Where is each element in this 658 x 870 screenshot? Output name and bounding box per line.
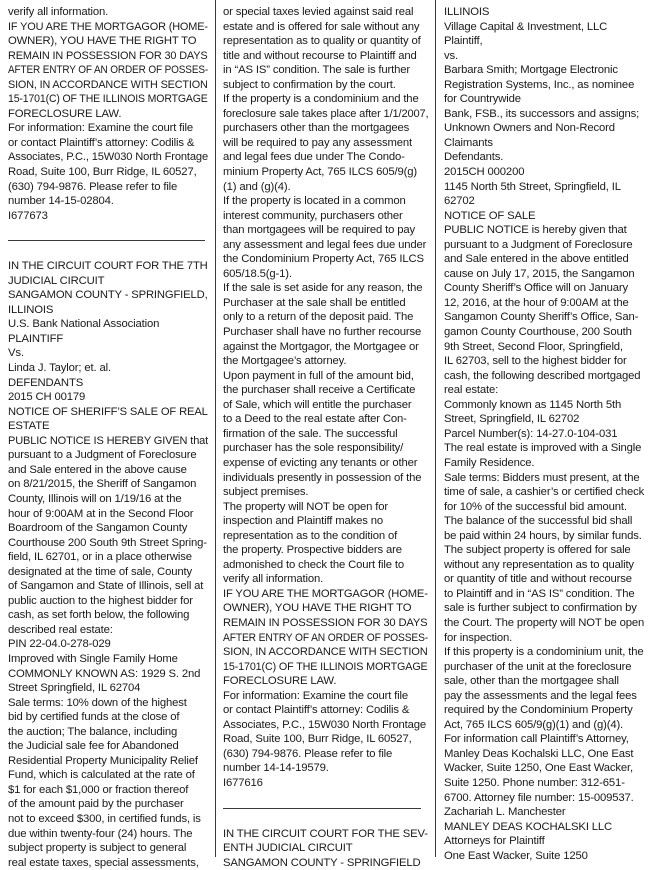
notice-text-line: admonished to check the Court file to xyxy=(223,558,404,571)
notice-text-line: If the sale is set aside for any reason, the xyxy=(223,282,423,295)
notice-text-line: Fund, which is calculated at the rate of xyxy=(8,769,195,782)
notice-text-line: Sale terms: 10% down of the highest xyxy=(8,696,187,709)
notice-text-line: The real estate is improved with a Single xyxy=(444,442,642,455)
notice-text-line: Upon payment in full of the amount bid, xyxy=(223,369,414,382)
notice-text-line: the property. Prospective bidders are xyxy=(223,544,402,557)
notice-text-line: Associates, P.C., 15W030 North Frontage xyxy=(8,151,209,164)
column-2 xyxy=(223,5,428,870)
notice-text-line: of the amount paid by the purchaser xyxy=(8,798,184,811)
notice-text-line: sale, other than the mortgagee shall xyxy=(444,675,619,688)
notice-text-line: The property will NOT be open for xyxy=(223,500,388,513)
notice-block xyxy=(8,5,208,223)
notice-text-line: only to a return of the deposit paid. The xyxy=(223,311,414,324)
notice-block xyxy=(444,5,652,863)
notice-text-line: If this property is a condominium unit, the xyxy=(444,646,644,659)
notice-text-line: Attorneys for Plaintiff xyxy=(444,835,545,848)
notice-text-line: foreclosure sale takes place after 1/1/2007, xyxy=(223,107,429,120)
notice-text-line: subject property is subject to general xyxy=(8,842,187,855)
notice-text-line: Associates, P.C., 15W030 North Frontage xyxy=(223,718,427,731)
notice-text-line: FORECLOSURE LAW. xyxy=(8,107,122,120)
notice-text-line: individuals presently in possession of the xyxy=(223,471,422,484)
notice-text-line: will be required to pay any assessment xyxy=(223,136,412,149)
notice-block xyxy=(223,827,428,870)
notice-text-line: Vs. xyxy=(8,347,24,360)
notice-text-line: designated at the time of sale, County xyxy=(8,565,192,578)
notice-text-line: the Condominium Property Act, 765 ILCS xyxy=(223,253,424,266)
notice-text-line: 6700. Attorney file number: 15-009537. xyxy=(444,791,634,804)
notice-text-line: IF YOU ARE THE MORTGAGOR (HOME- xyxy=(8,20,208,33)
column-divider xyxy=(435,0,436,857)
notice-text-line: Bank, FSB., its successors and assigns; xyxy=(444,107,640,120)
notice-text-line: If the property is located in a common xyxy=(223,195,406,208)
notice-text-line: Family Residence. xyxy=(444,456,535,469)
notice-text-line: verify all information. xyxy=(223,573,324,586)
notice-text-line: against the Mortgagor, the Mortgagee or xyxy=(223,340,419,353)
notice-text-line: Residential Property Municipality Relief xyxy=(8,754,198,767)
notice-text-line: bid by certified funds at the close of xyxy=(8,711,180,724)
notice-text-line: without any representation as to quality xyxy=(444,558,634,571)
notice-text-line: Claimants xyxy=(444,136,493,149)
notice-text-line: Defendants. xyxy=(444,151,504,164)
notice-text-line: Wacker, Suite 1250, One East Wacker, xyxy=(444,762,634,775)
notice-text-line: cash, the following described mortgaged xyxy=(444,369,641,382)
notice-text-line: described real estate: xyxy=(8,623,113,636)
notice-text-line: and legal fees due under The Condo- xyxy=(223,151,405,164)
notice-text-line: and Sale entered in the above entitled xyxy=(444,253,629,266)
notice-text-line: subject to confirmation by the court. xyxy=(223,78,396,91)
notice-text-line: for 10% of the successful bid amount. xyxy=(444,500,627,513)
notice-text-line: firmation of the sale. The successful xyxy=(223,427,398,440)
notice-text-line: Boardroom of the Sangamon County xyxy=(8,522,188,535)
notice-text-line: minium Property Act, 765 ILCS 605/9(g) xyxy=(223,166,417,179)
notice-text-line: 12, 2016, at the hour of 9:00AM at the xyxy=(444,296,629,309)
notice-text-line: Registration Systems, Inc., as nominee xyxy=(444,78,635,91)
notice-text-line: real estate taxes, special assessments, xyxy=(8,856,199,869)
notice-text-line: 15-1701(C) OF THE ILLINOIS MORTGAGE xyxy=(223,660,428,673)
notice-text-line: vs. xyxy=(444,49,458,62)
notice-text-line: representation as to quality or quantity of xyxy=(223,35,421,48)
notice-text-line: in “AS IS” condition. The sale is further xyxy=(223,64,411,77)
notice-text-line: Village Capital & Investment, LLC xyxy=(444,20,608,33)
notice-text-line: AFTER ENTRY OF AN ORDER OF POSSES- xyxy=(8,64,209,77)
notice-text-line: inspection and Plaintiff makes no xyxy=(223,515,384,528)
notice-text-line: SION, IN ACCORDANCE WITH SECTION xyxy=(8,78,208,91)
notice-text-line: sale is further subject to confirmation by xyxy=(444,602,637,615)
notice-text-line: of Sale, which will entitle the purchaser xyxy=(223,398,412,411)
notice-text-line: Manley Deas Kochalski LLC, One East xyxy=(444,747,634,760)
notice-text-line: expense of evicting any tenants or other xyxy=(223,456,418,469)
notice-text-line: required by the Condominium Property xyxy=(444,704,633,717)
notice-text-line: ILLINOIS xyxy=(444,6,490,18)
notice-text-line: 62702 xyxy=(444,195,475,208)
notice-text-line: For information call Plaintiff’s Attorney, xyxy=(444,733,629,746)
notice-text-line: number 14-15-02804. xyxy=(8,195,114,208)
notice-text-line: Sale terms: Bidders must present, at the xyxy=(444,471,640,484)
notice-text-line: estate and is offered for sale without any xyxy=(223,20,420,33)
notice-text-line: IF YOU ARE THE MORTGAGOR (HOME- xyxy=(223,587,428,600)
notice-text-line: for inspection. xyxy=(444,631,513,644)
notice-text-line: NOTICE OF SALE xyxy=(444,209,536,222)
notice-text-line: AFTER ENTRY OF AN ORDER OF POSSES- xyxy=(223,631,429,644)
notice-text-line: or contact Plaintiff’s attorney: Codilis & xyxy=(8,136,195,149)
notice-text-line: One East Wacker, Suite 1250 xyxy=(444,849,588,862)
notice-text-line: any assessment and legal fees due under xyxy=(223,238,427,251)
notice-text-line: than mortgagees will be required to pay xyxy=(223,224,415,237)
notice-text-line: on 8/21/2015, the Sheriff of Sangamon xyxy=(8,478,197,491)
notice-text-line: the purchaser shall receive a Certificate xyxy=(223,384,416,397)
notice-text-line: or special taxes levied against said real xyxy=(223,6,414,18)
notice-text-line: 1145 North 5th Street, Springfield, IL xyxy=(444,180,621,193)
notice-text-line: purchaser has the sole responsibility/ xyxy=(223,442,404,455)
notice-text-line: ILLINOIS xyxy=(8,303,54,316)
notice-text-line: PUBLIC NOTICE IS HEREBY GIVEN that xyxy=(8,434,209,447)
notice-text-line: Parcel Number(s): 14-27.0-104-031 xyxy=(444,427,618,440)
notice-text-line: purchaser of the unit at the foreclosure xyxy=(444,660,632,673)
notice-text-line: PIN 22-04.0-278-029 xyxy=(8,638,111,651)
notice-text-line: Purchaser shall have no further recourse xyxy=(223,326,422,339)
notice-text-line: COMMONLY KNOWN AS: 1929 S. 2nd xyxy=(8,667,201,680)
notice-text-line: Road, Suite 100, Burr Ridge, IL 60527, xyxy=(8,166,197,179)
notice-text-line: field, IL 62701, or in a place otherwise xyxy=(8,551,192,564)
notice-text-line: $1 for each $1,000 or fraction thereof xyxy=(8,783,189,796)
notice-text-line: ENTH JUDICIAL CIRCUIT xyxy=(223,842,353,855)
notice-text-line: public auction to the highest bidder for xyxy=(8,594,193,607)
notice-text-line: cause on July 17, 2015, the Sangamon xyxy=(444,267,635,280)
notice-text-line: PLAINTIFF xyxy=(8,332,64,345)
notice-text-line: hour of 9:00AM at in the Second Floor xyxy=(8,507,194,520)
notice-text-line: I677616 xyxy=(223,776,263,789)
notice-text-line: and Sale entered in the above cause xyxy=(8,463,187,476)
notice-text-line: Linda J. Taylor; et. al. xyxy=(8,362,111,375)
notice-text-line: 9th Street, Second Floor, Springfield, xyxy=(444,340,623,353)
notice-text-line: pursuant to a Judgment of Foreclosure xyxy=(444,238,633,251)
notice-block xyxy=(8,259,208,870)
notice-text-line: gamon County Courthouse, 200 South xyxy=(444,326,632,339)
notice-text-line: If the property is a condominium and the xyxy=(223,93,419,106)
column-1 xyxy=(8,5,208,870)
notice-text-line: Street, Springfield, IL 62702 xyxy=(444,413,580,426)
notice-text-line: of Sangamon and State of Illinois, sell at xyxy=(8,580,204,593)
notice-text-line: or quantity of title and without recourse xyxy=(444,573,632,586)
notice-text-line: subject premises. xyxy=(223,486,309,499)
notice-text-line: purchasers other than the mortgagees xyxy=(223,122,410,135)
notice-text-line: or contact Plaintiff’s attorney: Codilis & xyxy=(223,704,410,717)
notice-text-line: interest community, purchasers other xyxy=(223,209,403,222)
notice-text-line: Improved with Single Family Home xyxy=(8,652,178,665)
notice-text-line: the Court. The property will NOT be open xyxy=(444,616,645,629)
notice-text-line: IN THE CIRCUIT COURT FOR THE SEV- xyxy=(223,827,428,840)
notice-text-line: cash, as set forth below, the following xyxy=(8,609,190,622)
notice-text-line: U.S. Bank National Association xyxy=(8,318,160,331)
notice-text-line: FORECLOSURE LAW. xyxy=(223,675,337,688)
notice-text-line: The balance of the successful bid shall xyxy=(444,515,633,528)
notice-text-line: OWNER), YOU HAVE THE RIGHT TO xyxy=(223,602,412,615)
notice-text-line: The subject property is offered for sale xyxy=(444,544,631,557)
notice-text-line: NOTICE OF SHERIFF’S SALE OF REAL xyxy=(8,405,208,418)
notice-text-line: IN THE CIRCUIT COURT FOR THE 7TH xyxy=(8,260,208,273)
notice-text-line: representation as to the condition of xyxy=(223,529,398,542)
notice-separator xyxy=(8,240,205,241)
notice-text-line: not to exceed $300, in certified funds, is xyxy=(8,812,201,825)
notice-text-line: 605/18.5(g-1). xyxy=(223,267,292,280)
notice-text-line: PUBLIC NOTICE is hereby given that xyxy=(444,224,627,237)
notice-text-line: verify all information. xyxy=(8,6,109,18)
notice-text-line: be paid within 24 hours, by similar funds. xyxy=(444,529,642,542)
notice-text-line: for Countrywide xyxy=(444,93,521,106)
notice-text-line: SANGAMON COUNTY - SPRINGFIELD, xyxy=(8,289,208,302)
notice-text-line: REMAIN IN POSSESSION FOR 30 DAYS xyxy=(223,616,428,629)
notice-text-line: 15-1701(C) OF THE ILLINOIS MORTGAGE xyxy=(8,93,208,106)
column-3 xyxy=(444,5,652,863)
notice-text-line: ESTATE xyxy=(8,420,50,433)
notice-text-line: pursuant to a Judgment of Foreclosure xyxy=(8,449,197,462)
notice-text-line: Plaintiff, xyxy=(444,35,483,48)
notice-text-line: (630) 794-9876. Please refer to file xyxy=(8,180,178,193)
notice-text-line: (630) 794-9876. Please refer to file xyxy=(223,747,393,760)
notice-text-line: OWNER), YOU HAVE THE RIGHT TO xyxy=(8,35,197,48)
notice-separator xyxy=(223,808,421,809)
notice-text-line: County, Illinois will on 1/19/16 at the xyxy=(8,492,182,505)
notice-text-line: Unknown Owners and Non-Record xyxy=(444,122,615,135)
notice-text-line: 2015CH 000200 xyxy=(444,166,525,179)
notice-text-line: County Sheriff’s Office will on January xyxy=(444,282,628,295)
notice-text-line: the Judicial sale fee for Abandoned xyxy=(8,740,179,753)
notice-text-line: real estate: xyxy=(444,384,499,397)
notice-text-line: (1) and (g)(4). xyxy=(223,180,291,193)
notice-text-line: IL 62703, sell to the highest bidder for xyxy=(444,355,627,368)
notice-text-line: MANLEY DEAS KOCHALSKI LLC xyxy=(444,820,613,833)
notice-text-line: Commonly known as 1145 North 5th xyxy=(444,398,622,411)
notice-text-line: 2015 CH 00179 xyxy=(8,391,86,404)
notice-text-line: the Mortgagee’s attorney. xyxy=(223,355,347,368)
notice-text-line: Zachariah L. Manchester xyxy=(444,806,566,819)
notice-text-line: REMAIN IN POSSESSION FOR 30 DAYS xyxy=(8,49,208,62)
notice-text-line: SANGAMON COUNTY - SPRINGFIELD xyxy=(223,856,421,869)
notice-text-line: Barbara Smith; Mortgage Electronic xyxy=(444,64,618,77)
notice-text-line: to Plaintiff and in “AS IS” condition. The xyxy=(444,587,635,600)
notice-text-line: Courthouse 200 South 9th Street Spring- xyxy=(8,536,207,549)
notice-text-line: number 14-14-19579. xyxy=(223,762,329,775)
column-divider xyxy=(215,0,216,857)
notice-text-line: JUDICIAL CIRCUIT xyxy=(8,274,105,287)
notice-text-line: the auction; The balance, including xyxy=(8,725,178,738)
notice-text-line: Act, 765 ILCS 605/9(g)(1) and (g)(4). xyxy=(444,718,624,731)
notice-text-line: For information: Examine the court file xyxy=(223,689,409,702)
notice-text-line: time of sale, a cashier’s or certified check xyxy=(444,486,645,499)
notice-text-line: pay the assessments and the legal fees xyxy=(444,689,637,702)
notice-text-line: due within twenty-four (24) hours. The xyxy=(8,827,193,840)
notice-text-line: Purchaser at the sale shall be entitled xyxy=(223,296,406,309)
notice-text-line: Street Springfield, IL 62704 xyxy=(8,682,141,695)
notice-text-line: to a Deed to the real estate after Con- xyxy=(223,413,407,426)
notice-text-line: Road, Suite 100, Burr Ridge, IL 60527, xyxy=(223,733,412,746)
notice-block xyxy=(223,5,428,791)
notice-text-line: DEFENDANTS xyxy=(8,376,84,389)
notice-text-line: SION, IN ACCORDANCE WITH SECTION xyxy=(223,646,428,659)
notice-text-line: title and without recourse to Plaintiff and xyxy=(223,49,417,62)
notice-text-line: Sangamon County Sheriff’s Office, San- xyxy=(444,311,639,324)
notice-text-line: For information: Examine the court file xyxy=(8,122,194,135)
notice-text-line: I677673 xyxy=(8,209,48,222)
notice-text-line: Suite 1250. Phone number: 312-651- xyxy=(444,776,625,789)
